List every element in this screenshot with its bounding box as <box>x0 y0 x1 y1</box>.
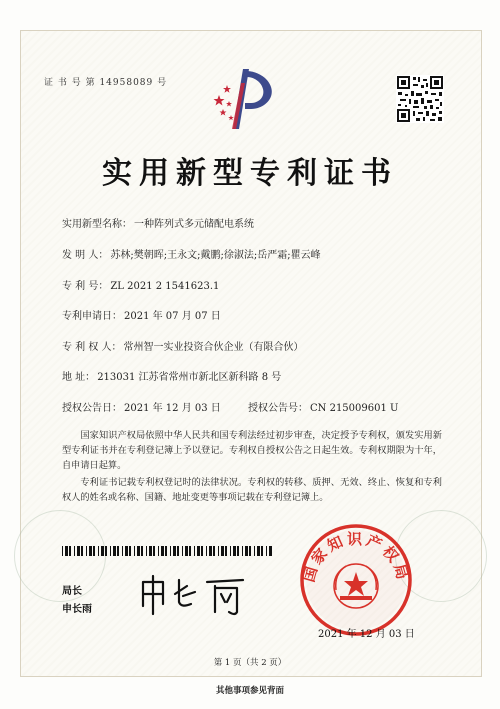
barcode-icon <box>62 546 272 556</box>
official-seal-icon <box>296 520 416 640</box>
inventor-value: 苏林;樊朝晖;王永文;戴鹏;徐淑法;岳严霜;瞿云峰 <box>110 250 321 261</box>
patent-number-row <box>62 277 219 292</box>
decorative-border-pattern <box>14 510 106 602</box>
address-label: 地 址： <box>62 372 96 383</box>
grant-date-value: 2021 年 12 月 03 日 <box>124 403 221 414</box>
handwritten-signature <box>135 572 255 618</box>
application-date-value: 2021 年 07 月 07 日 <box>124 311 221 322</box>
grant-number-label: 授权公告号： <box>248 403 308 414</box>
application-date-row <box>62 307 221 322</box>
body-paragraph: 国家知识产权局依照中华人民共和国专利法经过初步审查，决定授予专利权，颁发实用新型专利证书并在专利登记簿上予以登记。专利权自授权公告之日起生效。专利权期限为十年，自申请日起算。 <box>62 430 442 471</box>
inventor-row <box>62 246 321 261</box>
utility-model-name-value: 一种阵列式多元储配电系统 <box>134 219 254 230</box>
patent-number-value: ZL 2021 2 1541623.1 <box>110 281 220 292</box>
seal-date: 2021 年 12 月 03 日 <box>318 629 415 640</box>
footer-note: 其他事项参见背面 <box>215 686 284 696</box>
grant-date-row <box>62 399 221 414</box>
director-name: 申长雨 <box>62 604 92 615</box>
certificate-number: 证 书 号 第 14958089 号 <box>44 78 168 88</box>
grant-number-value: CN 215009601 U <box>310 403 399 414</box>
patentee-row <box>62 338 304 353</box>
patentee-value: 常州智一实业投资合伙企业（有限合伙） <box>123 342 304 353</box>
utility-model-name-label: 实用新型名称： <box>62 219 132 230</box>
grant-date-label: 授权公告日： <box>62 403 122 414</box>
qr-code-icon <box>396 75 444 123</box>
address-value: 213031 江苏省常州市新北区新科路 8 号 <box>97 372 282 383</box>
seal-text: 国家知识产权局 <box>299 530 413 585</box>
utility-model-name-row <box>62 215 254 230</box>
director-title: 局长 <box>62 586 82 597</box>
patent-number-label: 专 利 号： <box>62 281 109 292</box>
cnipa-logo-icon <box>205 65 285 135</box>
body-paragraph: 专利证书记载专利权登记时的法律状况。专利权的转移、质押、无效、终止、恢复和专利权人的姓名或名称、国籍、地址变更等事项记载在专利登记簿上。 <box>62 477 442 503</box>
grant-number-row <box>248 399 398 414</box>
page-number: 第 1 页（共 2 页） <box>213 658 287 668</box>
inventor-label: 发 明 人： <box>62 250 109 261</box>
address-row <box>62 368 281 383</box>
application-date-label: 专利申请日： <box>62 311 122 322</box>
page-title: 实用新型专利证书 <box>102 156 398 191</box>
patentee-label: 专 利 权 人： <box>62 342 122 353</box>
